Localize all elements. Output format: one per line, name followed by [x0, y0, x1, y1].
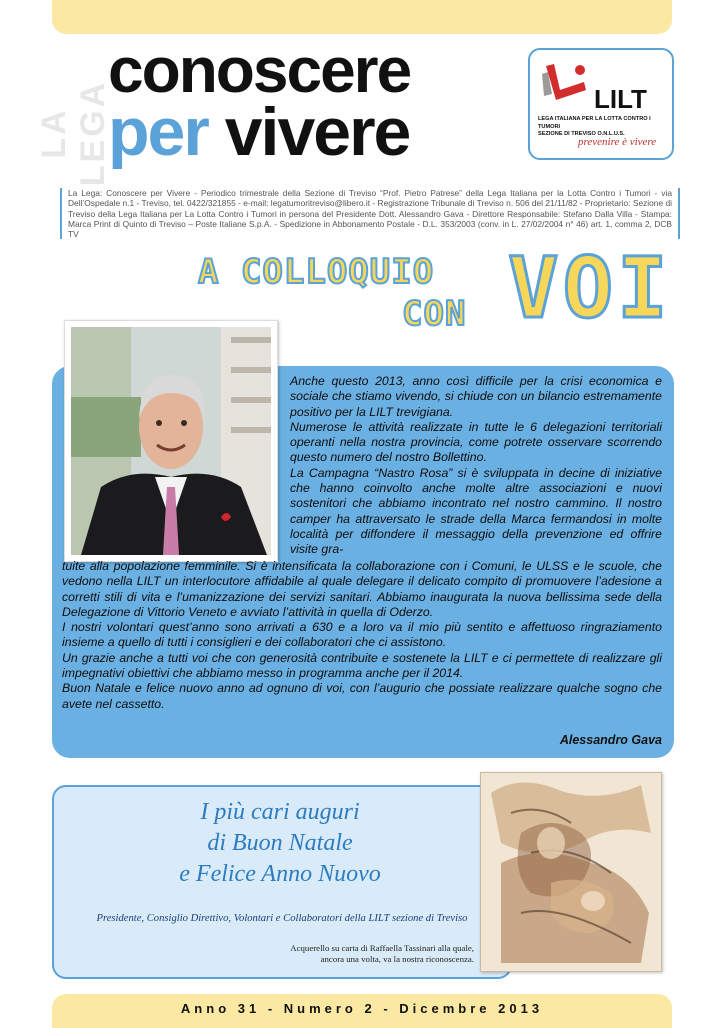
side-label [35, 44, 112, 187]
headline-part1: A COLLOQUIO [198, 252, 435, 292]
side-label-text: LA LEGA [35, 79, 112, 187]
logo-slogan: prevenire è vivere [578, 136, 657, 148]
letter-signature: Alessandro Gava [559, 733, 662, 747]
letter-paragraph: La Campagna “Nastro Rosa” si è sviluppata in decine di iniziative che hanno coinvolto anche molte altre associazioni e nuovi sostenitori che abbiamo incontrato nel nostro cammino. Il nostro camper ha attraversato le strade della Marca fermandosi in molte località per diffondere il messaggio della prevenzione ed offrire visite gra- [290, 465, 662, 557]
masthead-vivere: vivere [224, 94, 410, 170]
letter-text-beside-photo [290, 374, 662, 558]
lilt-logo-icon [540, 60, 590, 102]
colophon: La Lega: Conoscere per Vivere - Periodico trimestrale della Sezione di Treviso “Prof. Pietro Patrese” della Lega Italiana per la Lotta Contro i Tumori - via Dell’Ospedale n.1 - Treviso, tel. 0422/321855 - e-mail: legatumoritreviso@libero.it - Registrazione Tribunale di Treviso n. 506 del 21/11/82 - Proprietario: Sezione di Treviso della Lega Italiana per La Lotta Contro i Tumori in persona del Presidente Dott. Alessandro Gava - Direttore Responsabile: Stefano Dalla Villa - Stampa: Marca Print di Quinto di Treviso – Poste Italiane S.p.A. - Spedizione in Abbonamento Postale - D.L. 353/2003 (conv. in L. 27/02/2004 n° 46) art. 1, comma 2, DCB TV [60, 188, 680, 239]
greetings-line2: di Buon Natale [207, 830, 353, 856]
greetings-line3: e Felice Anno Nuovo [179, 861, 381, 887]
masthead-per: per [108, 94, 208, 170]
letter-paragraph: Buon Natale e felice nuovo anno ad ognuno di voi, con l’augurio che possiate realizzare qualche sogno che avete nel cassetto. [62, 681, 662, 711]
masthead-title-line2 [108, 94, 410, 170]
issue-info: Anno 31 - Numero 2 - Dicembre 2013 [180, 1001, 544, 1016]
greetings-from: Presidente, Consiglio Direttivo, Volontari e Collaboratori della LILT sezione di Treviso [96, 913, 468, 924]
caption-line2: ancora una volta, va la nostra riconoscenza. [320, 954, 474, 964]
letter-text-full-width [62, 559, 662, 712]
logo-subtitle-line1: LEGA ITALIANA PER LA LOTTA CONTRO I TUMORI [538, 116, 651, 130]
letter-paragraph: I nostri volontari quest’anno sono arrivati a 630 e a loro va il mio più sentito e affettuoso ringraziamento insieme a quello di tutti i consiglieri e dei collaboratori che ci assistono. [62, 620, 662, 650]
painting-caption [250, 943, 474, 965]
lilt-logo [528, 48, 674, 160]
portrait-image [71, 327, 271, 555]
nativity-watercolor-image [481, 773, 661, 971]
letter-paragraph: Numerose le attività realizzate in tutte le 6 delegazioni territoriali operanti nella nostra provincia, come potrete osservare scorrendo questo numero del nostro Bollettino. [290, 419, 662, 465]
letter-paragraph: Un grazie anche a tutti voi che con generosità contribuite e sostenete la LILT e ci permettete di realizzare gli impegnativi obiettivi che abbiamo messo in programma anche per il 2014. [62, 650, 662, 681]
greetings-line1: I più cari auguri [200, 799, 360, 825]
masthead-title-line1: conoscere [108, 34, 411, 106]
logo-subtitle-line2: SEZIONE DI TREVISO O.N.L.U.S. [538, 131, 625, 138]
caption-line1: Acquerello su carta di Raffaella Tassinari alla quale, [290, 943, 474, 953]
president-photo [64, 320, 278, 562]
headline-part3: VOI [508, 239, 672, 337]
watercolor-painting [480, 772, 662, 972]
letter-paragraph: Anche questo 2013, anno così difficile per la crisi economica e sociale che stiamo vivendo, si chiude con un bilancio estremamente positivo per la LILT trevigiana. [290, 374, 662, 419]
letter-paragraph: tuite alla popolazione femminile. Si è intensificata la collaborazione con i Comuni, le ULSS e le scuole, che vedono nella LILT un interlocutore affidabile al quale delegare il delicato compito di promuovere l’adesione a corretti stili di vita e l’umanizzazione dei servizi sanitari. Abbiamo inaugurata la nuova bellissima sede della Delegazione di Vittorio Veneto e avviato l’attività in quella di Oderzo. [62, 559, 662, 619]
logo-name: LILT [594, 84, 647, 114]
top-decor-bar [52, 0, 672, 34]
greetings-text [52, 797, 508, 890]
headline-part2: CON [402, 294, 467, 334]
